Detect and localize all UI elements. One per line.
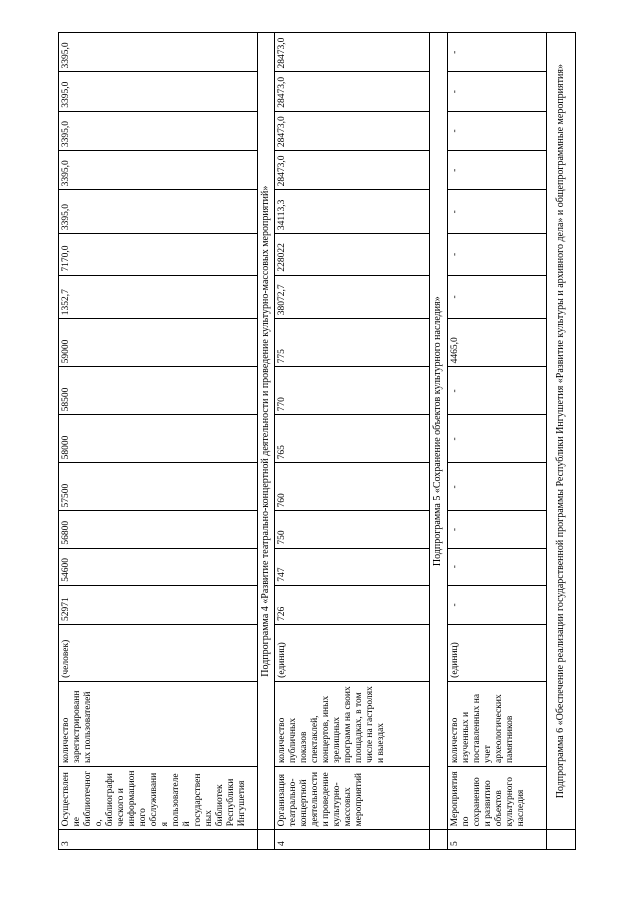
value-cell: -	[447, 463, 546, 511]
row-unit: (человек)	[59, 625, 258, 682]
table-row	[447, 33, 546, 850]
value-cell: -	[447, 151, 546, 190]
row-name: Осуществление библиотечного, библиографического и информационного обслуживания пользователей государственных библиотек Республики Ингушетия	[59, 767, 258, 830]
value-cell: -	[447, 585, 546, 624]
value-cell: 58500	[59, 367, 258, 415]
section-header	[257, 33, 275, 850]
value-cell: 3395,0	[59, 111, 258, 150]
value-cell: 38072,7	[275, 275, 430, 319]
subprogram-5-title: Подпрограмма 5 «Сохранение объектов культурного наследия»	[430, 33, 448, 830]
value-cell: 228022	[275, 234, 430, 276]
row-name: Мероприятия по сохранению и развитию объектов культурного наследия	[447, 767, 546, 830]
row-indicator: количество публичных показов спектаклей, концертов, иных зрелищных программ на своих площадках, в том числе на гастролях и выездах	[275, 681, 430, 766]
value-cell: -	[447, 367, 546, 415]
value-cell: 760	[275, 463, 430, 511]
row-number: 3	[59, 830, 258, 850]
indicators-table	[58, 32, 576, 850]
value-cell: 765	[275, 415, 430, 463]
value-cell: 28473,0	[275, 33, 430, 72]
value-cell: 770	[275, 367, 430, 415]
value-cell: 4465,0	[447, 319, 546, 367]
table-row	[59, 33, 258, 850]
value-cell: 750	[275, 511, 430, 548]
value-cell: 3395,0	[59, 151, 258, 190]
value-cell: 7170,0	[59, 234, 258, 276]
value-cell: -	[447, 275, 546, 319]
value-cell: 34113,3	[275, 190, 430, 234]
value-cell: 3395,0	[59, 72, 258, 111]
value-cell: -	[447, 33, 546, 72]
value-cell: 28473,0	[275, 151, 430, 190]
value-cell: 1352,7	[59, 275, 258, 319]
value-cell: 58000	[59, 415, 258, 463]
section-header	[546, 33, 575, 850]
value-cell: 28473,0	[275, 111, 430, 150]
value-cell: -	[447, 111, 546, 150]
row-unit: (единиц)	[447, 625, 546, 682]
value-cell: -	[447, 511, 546, 548]
section-header	[430, 33, 448, 850]
value-cell: 747	[275, 548, 430, 585]
value-cell: -	[447, 190, 546, 234]
value-cell: 52971	[59, 585, 258, 624]
row-number: 5	[447, 830, 546, 850]
row-unit: (единиц)	[275, 625, 430, 682]
value-cell: -	[447, 415, 546, 463]
table-container	[58, 32, 576, 850]
value-cell: 56800	[59, 511, 258, 548]
value-cell: -	[447, 234, 546, 276]
value-cell: -	[447, 548, 546, 585]
value-cell: 726	[275, 585, 430, 624]
rotated-page	[58, 32, 576, 850]
value-cell: 57500	[59, 463, 258, 511]
value-cell: 775	[275, 319, 430, 367]
value-cell: 28473,0	[275, 72, 430, 111]
value-cell: 3395,0	[59, 33, 258, 72]
value-cell: 59000	[59, 319, 258, 367]
table-row	[275, 33, 430, 850]
subprogram-4-title: Подпрограмма 4 «Развитие театрально-концертной деятельности и проведение культурно-массовых мероприятий»	[257, 33, 275, 830]
value-cell: 54600	[59, 548, 258, 585]
row-name: Организация театрально-концертной деятельности и проведение культурно-массовых мероприятий	[275, 767, 430, 830]
value-cell: -	[447, 72, 546, 111]
row-indicator: количество зарегистрированных пользователей	[59, 681, 258, 766]
row-number: 4	[275, 830, 430, 850]
row-indicator: количество изученных и поставленных на учет археологических памятников	[447, 681, 546, 766]
subprogram-6-title: Подпрограмма 6 «Обеспечение реализации государственной программы Республики Ингушетия «Развитие культуры и архивного дела» и общепрограммные мероприятия»	[546, 33, 575, 830]
value-cell: 3395,0	[59, 190, 258, 234]
